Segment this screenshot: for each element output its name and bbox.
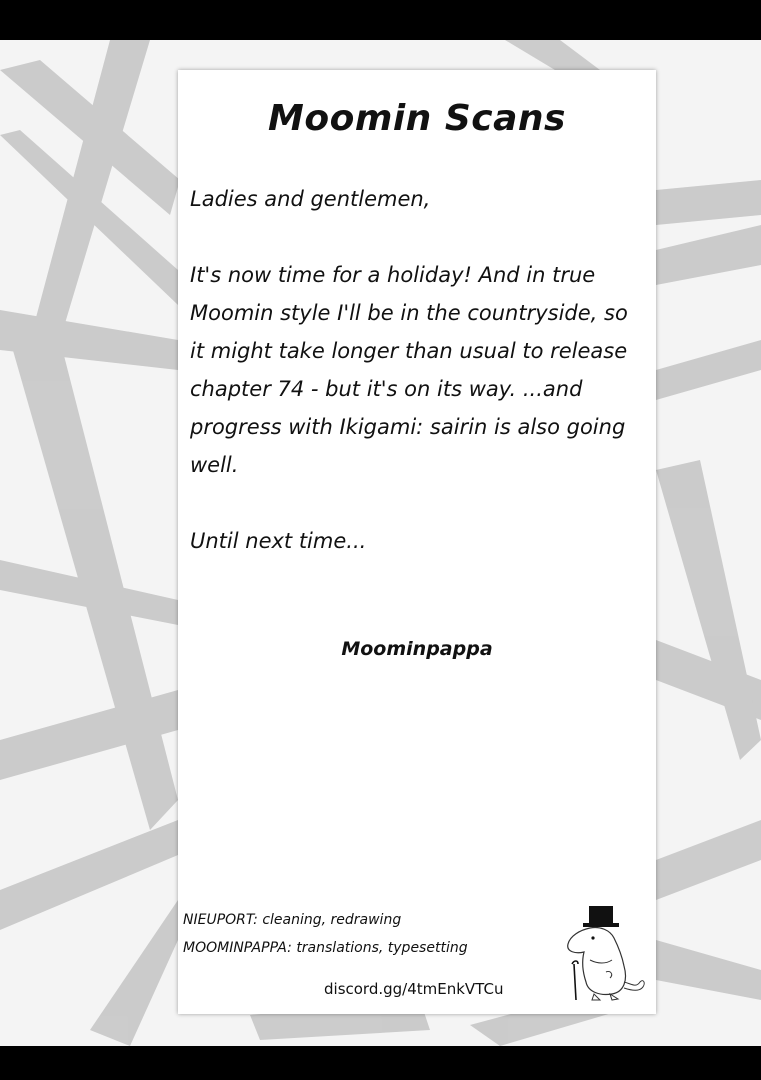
- credit-line-moominpappa: MOOMINPAPPA: translations, typesetting: [183, 940, 468, 956]
- brush-stroke: [505, 40, 600, 70]
- discord-link[interactable]: discord.gg/4tmEnkVTCu: [324, 980, 504, 998]
- moominpappa-icon: [560, 900, 650, 1004]
- brush-stroke: [656, 225, 761, 285]
- credit-line-nieuport: NIEUPORT: cleaning, redrawing: [183, 912, 402, 928]
- bottom-black-bar: [0, 1046, 761, 1080]
- brush-stroke: [656, 340, 761, 400]
- credits-card: [178, 70, 656, 1014]
- closing-text: Until next time...: [190, 529, 367, 553]
- message-text: It's now time for a holiday! And in true Moomin style I'll be in the countryside, so it might take longer than usual to release chapter 74 - but it's on its way. ...and progress with Ikigami: sairin is also going well.: [190, 263, 628, 477]
- greeting-text: Ladies and gentlemen,: [190, 187, 431, 211]
- brush-stroke: [656, 180, 761, 225]
- signature: Moominpappa: [341, 638, 493, 660]
- brush-stroke: [656, 940, 761, 1000]
- top-black-bar: [0, 0, 761, 40]
- brush-stroke: [90, 900, 178, 1046]
- page-title: Moomin Scans: [268, 98, 566, 139]
- credits-list: [183, 906, 563, 962]
- brush-stroke: [0, 820, 178, 930]
- brush-stroke: [656, 820, 761, 900]
- brush-stroke: [656, 460, 761, 760]
